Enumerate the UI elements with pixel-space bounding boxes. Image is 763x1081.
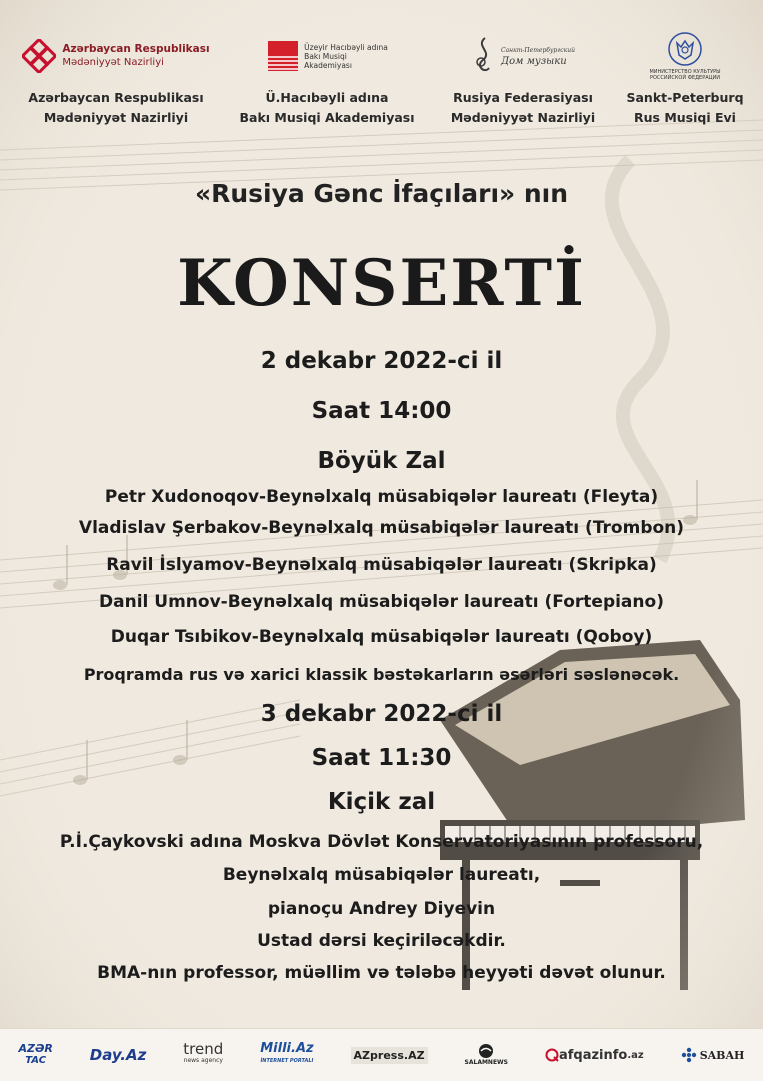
azerbaijan-culture-ministry-logo <box>22 39 209 73</box>
day1-time: Saat 14:00 <box>311 398 452 424</box>
day2-hall: Kiçik zal <box>327 789 436 815</box>
baku-music-academy-logo <box>266 39 388 73</box>
media-name: AZpress.AZ <box>353 1048 425 1062</box>
masterclass-line: Beynəlxalq müsabiqələr laureatı, <box>222 865 541 885</box>
day1-hall: Böyük Zal <box>317 448 446 474</box>
treble-clef-icon <box>471 36 497 76</box>
masterclass-line: Ustad dərsi keçiriləcəkdir. <box>257 931 506 951</box>
org-caption-line1: Rusiya Federasiyası <box>453 90 593 105</box>
media-partners-bar <box>0 1028 763 1081</box>
logo-text-line2: Bakı Musiqi <box>304 51 347 61</box>
performer-line: Danil Umnov-Beynəlxalq müsabiqələr laureatı (Fortepiano) <box>99 592 664 612</box>
day2-date: 3 dekabr 2022-ci il <box>260 701 503 727</box>
event-title: KONSERTİ <box>177 246 586 321</box>
logo-text-line1: Üzeyir Hacıbəyli adına <box>304 42 388 52</box>
performer-line: Petr Xudonoqov-Beynəlxalq müsabiqələr laureatı (Fleyta) <box>104 487 659 507</box>
org-caption-line1: Sankt-Peterburq <box>626 90 744 105</box>
media-name: SABAH <box>699 1048 745 1062</box>
media-sub: TAC <box>25 1055 47 1066</box>
russian-culture-ministry-logo <box>649 31 720 81</box>
logo-text-line1: МИНИСТЕРСТВО КУЛЬТУРЫ <box>649 69 721 75</box>
logo-text-line2: РОССИЙСКОЙ ФЕДЕРАЦИИ <box>649 75 721 81</box>
media-logo-sabah <box>681 1047 745 1063</box>
sabah-flower-icon <box>681 1047 697 1063</box>
performer-line: Ravil İslyamov-Beynəlxalq müsabiqələr laureatı (Skripka) <box>106 555 657 575</box>
media-name: SALAMNEWS <box>464 1059 508 1066</box>
org-caption-line2: Rus Musiqi Evi <box>634 110 736 125</box>
logo-text-line2: Дом музыки <box>501 56 567 67</box>
media-logo-azertac <box>18 1043 52 1067</box>
org-spb-house-of-music <box>438 24 608 128</box>
performer-line: Vladislav Şerbakov-Beynəlxalq müsabiqələr laureatı (Trombon) <box>78 518 685 538</box>
media-logo-trend <box>183 1040 224 1067</box>
media-name: trend <box>183 1040 224 1058</box>
org-caption-line2: Mədəniyyət Nazirliyi <box>43 110 189 125</box>
media-name: Day.Az <box>89 1046 147 1064</box>
media-name: afqazinfo <box>558 1047 628 1063</box>
media-sub: news agency <box>183 1057 223 1064</box>
media-logo-milliaz <box>260 1043 313 1067</box>
media-logo-qafqazinfo <box>545 1048 644 1063</box>
logo-text-line3: Akademiyası <box>304 60 352 70</box>
media-logo-salamnews <box>465 1043 508 1067</box>
media-sub: İNTERNET PORTALI <box>260 1058 314 1064</box>
masterclass-line: P.İ.Çaykovski adına Moskva Dövlət Konservatoriyasının professoru, <box>59 832 704 852</box>
logo-text-line1: Azərbaycan Respublikası <box>62 43 210 55</box>
qafqazinfo-icon <box>545 1048 559 1062</box>
invitation-line: BMA-nın professor, müəllim və tələbə heyyəti dəvət olunur. <box>97 963 666 983</box>
ornament-icon <box>22 39 56 73</box>
org-russian-culture-ministry <box>612 24 758 128</box>
org-caption-line1: Ü.Hacıbəyli adına <box>265 90 389 105</box>
day1-date: 2 dekabr 2022-ci il <box>260 348 503 374</box>
media-name: Milli.Az <box>260 1041 314 1056</box>
masterclass-line: pianoçu Andrey Diyevin <box>267 899 496 919</box>
salamnews-icon <box>478 1043 494 1059</box>
program-note: Proqramda rus və xarici klassik bəstəkarların əsərləri səslənəcək. <box>83 665 680 684</box>
double-headed-eagle-icon <box>667 31 703 67</box>
dom-muzyki-logo <box>471 36 575 76</box>
org-caption-line2: Mədəniyyət Nazirliyi <box>450 110 596 125</box>
org-azerbaijan-culture-ministry <box>18 24 214 128</box>
media-name: AZƏR <box>18 1042 53 1055</box>
logo-text-line2: Mədəniyyət Nazirliyi <box>62 57 164 68</box>
org-caption-line2: Bakı Musiqi Akademiyası <box>239 110 415 125</box>
media-logo-azpress <box>351 1047 428 1064</box>
academy-emblem-icon <box>266 39 300 73</box>
day2-time: Saat 11:30 <box>311 745 452 771</box>
media-suffix: .az <box>627 1049 644 1061</box>
event-subtitle: «Rusiya Gənc İfaçıları» nın <box>194 179 569 208</box>
logo-text-line1: Санкт-Петербургский <box>501 47 575 54</box>
media-logo-dayaz <box>90 1046 147 1064</box>
org-caption-line1: Azərbaycan Respublikası <box>28 90 204 105</box>
performer-line: Duqar Tsıbikov-Beynəlxalq müsabiqələr laureatı (Qoboy) <box>110 627 653 647</box>
org-baku-music-academy <box>232 24 422 128</box>
